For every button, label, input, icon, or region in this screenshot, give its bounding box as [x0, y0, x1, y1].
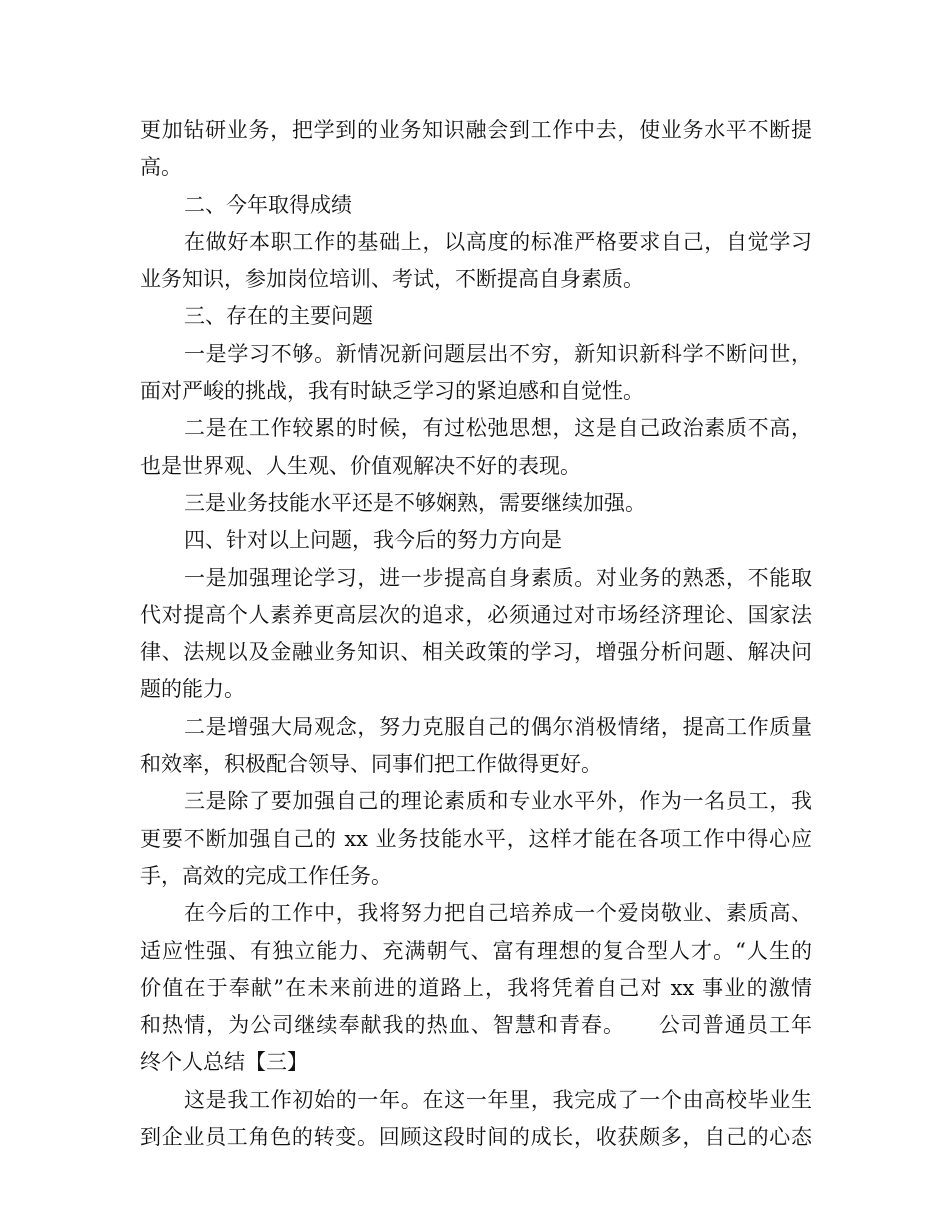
text-line: 业务知识，参加岗位培训、考试，不断提高自身素质。 [140, 267, 644, 292]
text-line: 更要不断加强自己的 xx 业务技能水平，这样才能在各项工作中得心应 [140, 826, 812, 851]
text-line: 价值在于奉献”在未来前进的道路上，我将凭着自己对 xx 事业的激情 [140, 975, 812, 1000]
text-line: 更加钻研业务，把学到的业务知识融会到工作中去，使业务水平不断提 [140, 118, 812, 142]
section-heading: 三、存在的主要问题 [184, 304, 373, 329]
text-line: 手，高效的完成工作任务。 [140, 863, 392, 888]
text-line: 到企业员工角色的转变。回顾这段时间的成长，收获颇多，自己的心态 [140, 1125, 812, 1150]
text-line: 二是在工作较累的时候，有过松弛思想，这是自己政治素质不高， [184, 416, 812, 441]
text-line: 三是除了要加强自己的理论素质和专业水平外，作为一名员工，我 [184, 789, 812, 814]
text-line: 律、法规以及金融业务知识、相关政策的学习，增强分析问题、解决问 [140, 640, 812, 665]
text-line: 在做好本职工作的基础上，以高度的标准严格要求自己，自觉学习 [184, 229, 812, 254]
section-heading: 四、针对以上问题，我今后的努力方向是 [184, 528, 562, 553]
text-line: 和效率，积极配合领导、同事们把工作做得更好。 [140, 752, 602, 777]
text-line: 三是业务技能水平还是不够娴熟，需要继续加强。 [184, 490, 646, 515]
text-line: 面对严峻的挑战，我有时缺乏学习的紧迫感和自觉性。 [140, 379, 644, 404]
text-line: 和热情，为公司继续奉献我的热血、智慧和青春。 公司普通员工年 [140, 1013, 812, 1038]
text-line: 这是我工作初始的一年。在这一年里，我完成了一个由高校毕业生 [184, 1087, 812, 1112]
text-line: 一是学习不够。新情况新问题层出不穷，新知识新科学不断问世， [184, 341, 812, 366]
text-line: 在今后的工作中，我将努力把自己培养成一个爱岗敬业、素质高、 [184, 901, 812, 926]
text-line: 一是加强理论学习，进一步提高自身素质。对业务的熟悉，不能取 [184, 565, 812, 590]
section-heading: 二、今年取得成绩 [184, 192, 352, 217]
document-body [140, 112, 812, 1156]
text-line: 代对提高个人素养更高层次的追求，必须通过对市场经济理论、国家法 [140, 602, 812, 627]
text-line: 高。 [140, 155, 182, 180]
section-title: 终个人总结【三】 [140, 1050, 308, 1075]
text-line: 适应性强、有独立能力、充满朝气、富有理想的复合型人才。“人生的 [140, 938, 812, 963]
text-line: 题的能力。 [140, 677, 245, 702]
text-line: 也是世界观、人生观、价值观解决不好的表现。 [140, 453, 581, 478]
text-line: 二是增强大局观念，努力克服自己的偶尔消极情绪，提高工作质量 [184, 714, 812, 739]
